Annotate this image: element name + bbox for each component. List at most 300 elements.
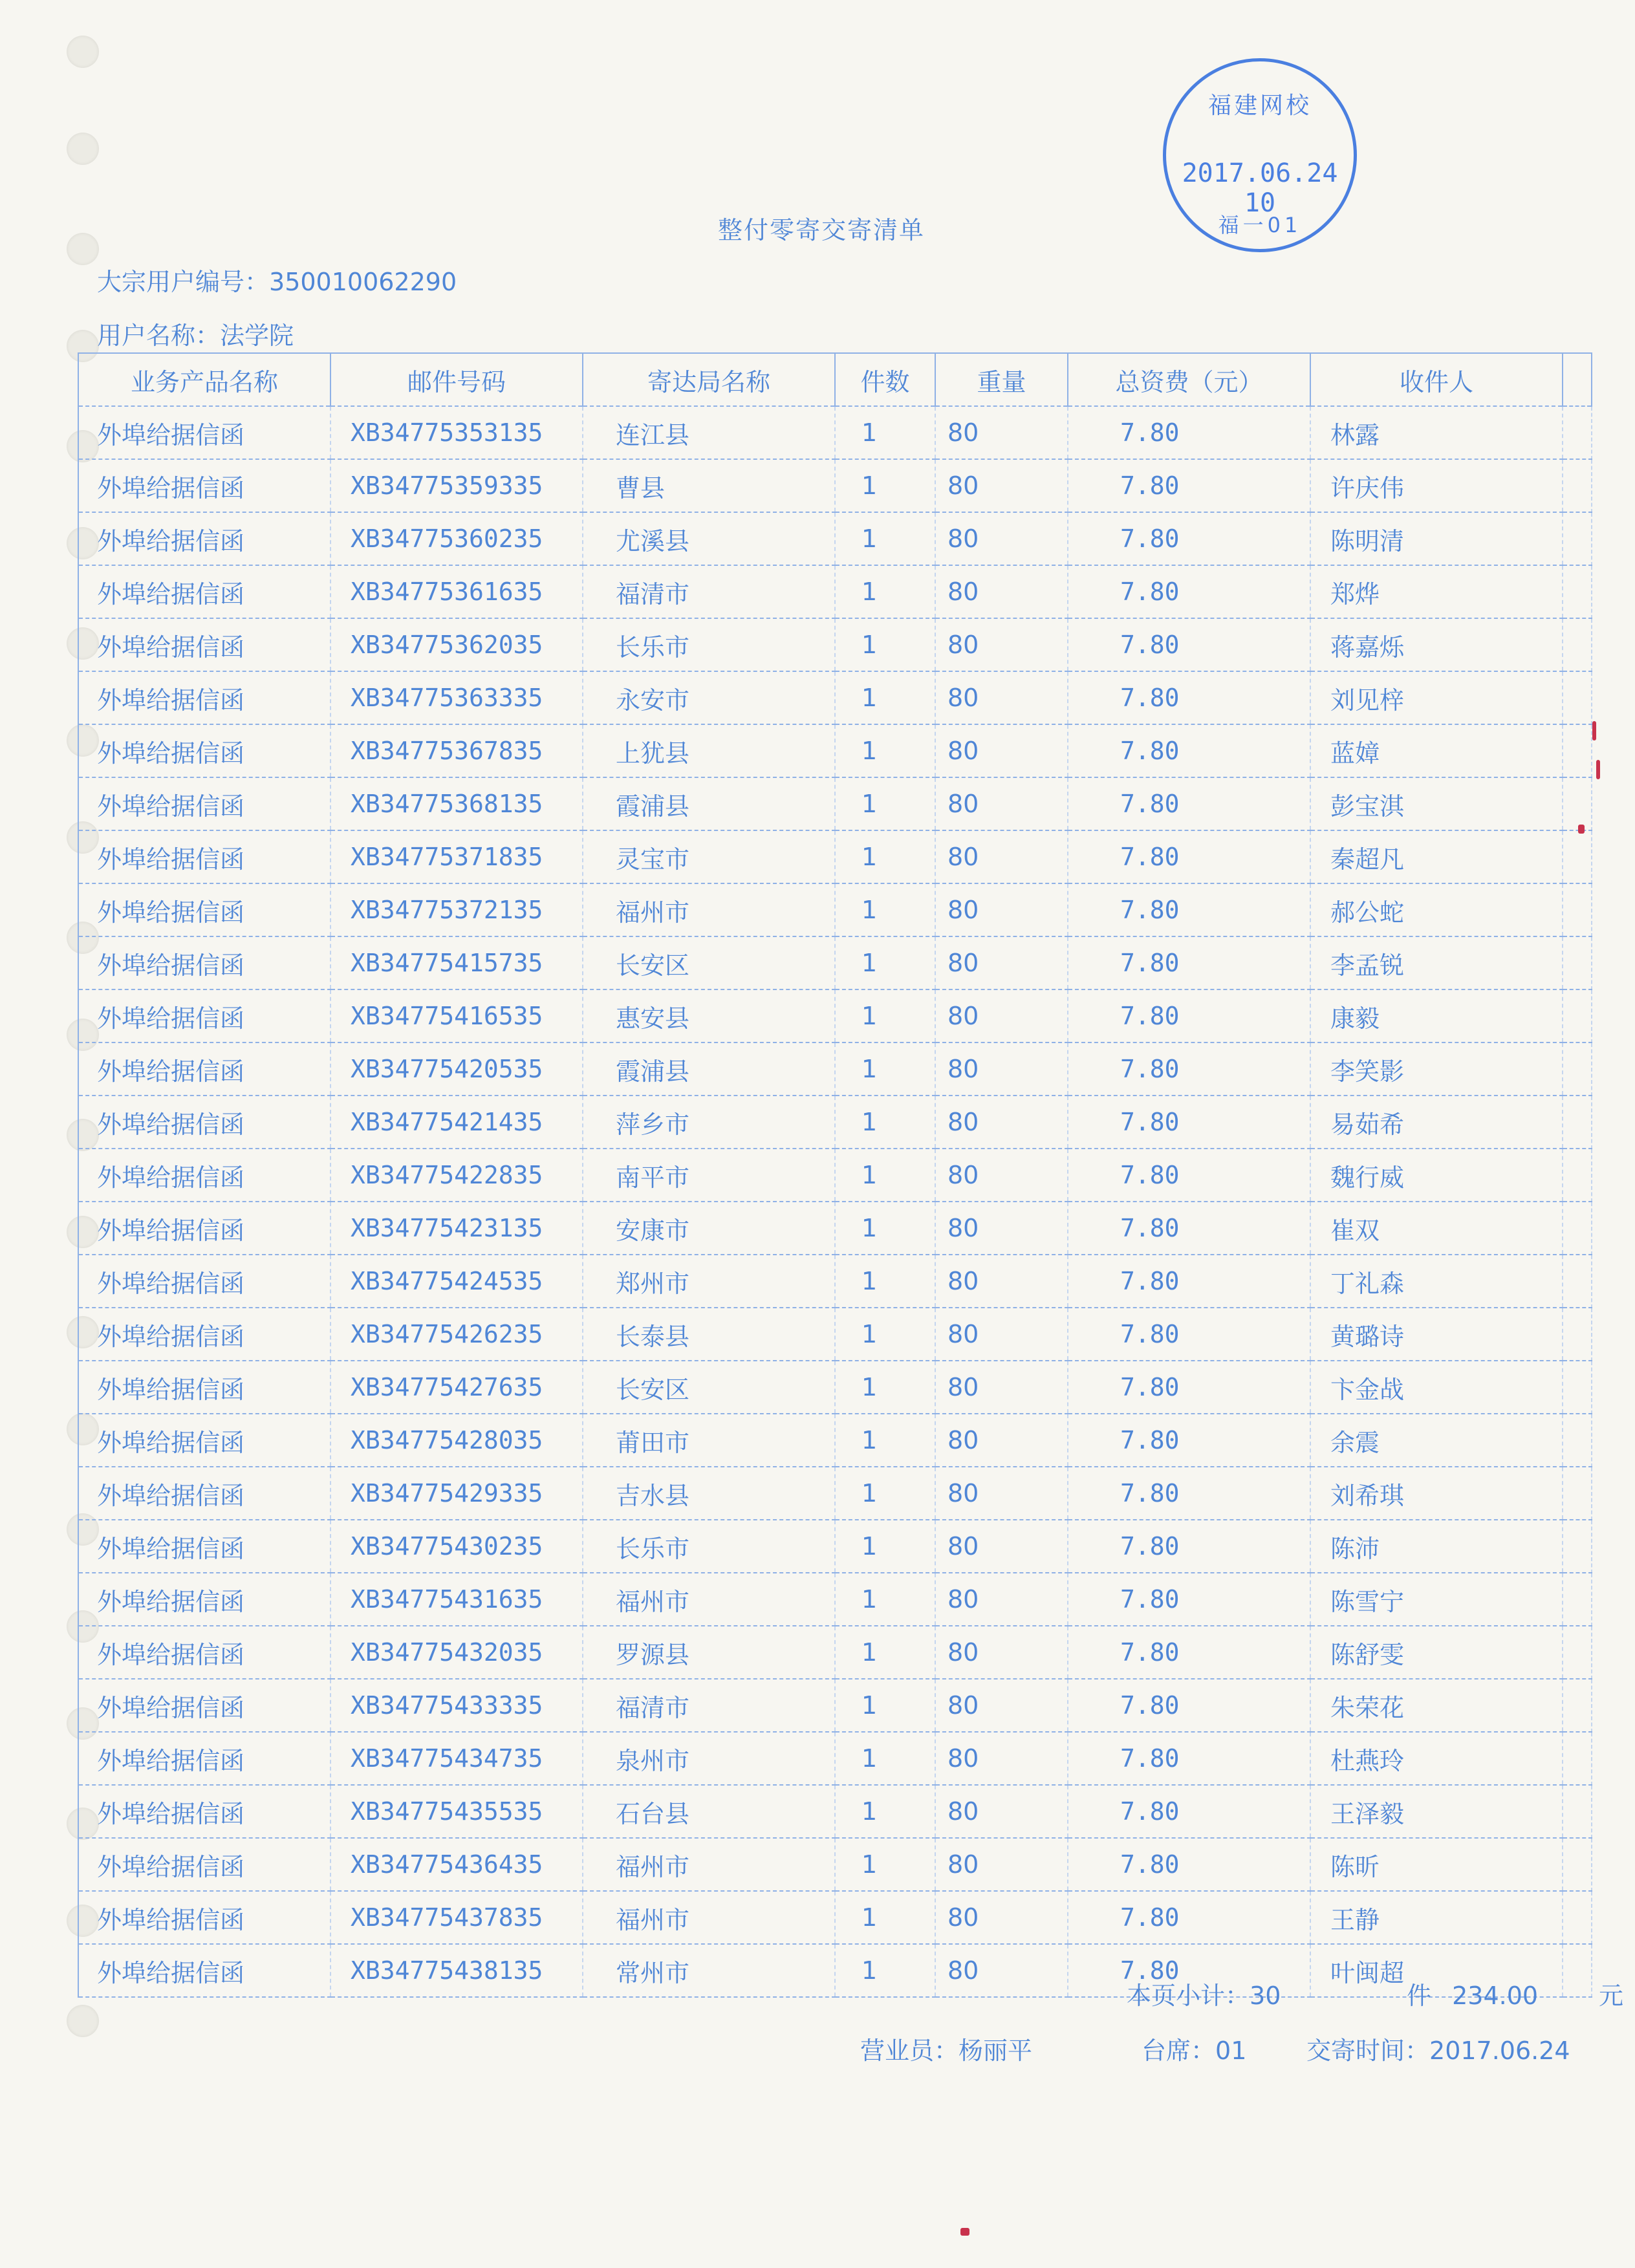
fee-cell: 7.80 bbox=[1068, 459, 1310, 512]
empty-cell bbox=[1563, 1838, 1592, 1891]
tracking-number-cell: XB34775362035 bbox=[330, 618, 583, 671]
weight-cell: 80 bbox=[935, 1202, 1068, 1255]
fee-cell: 7.80 bbox=[1068, 1042, 1310, 1096]
tracking-number-cell: XB34775431635 bbox=[330, 1573, 583, 1626]
clerk-value: 杨丽平 bbox=[958, 2036, 1033, 2065]
fee-cell: 7.80 bbox=[1068, 618, 1310, 671]
table-row bbox=[78, 618, 1592, 671]
subtotal-amount bbox=[1407, 1976, 1538, 2011]
empty-cell bbox=[1563, 1202, 1592, 1255]
counter bbox=[1142, 2031, 1246, 2066]
weight-cell: 80 bbox=[935, 777, 1068, 830]
weight-cell: 80 bbox=[935, 1732, 1068, 1785]
destination-cell: 曹县 bbox=[583, 459, 835, 512]
recipient-cell: 康毅 bbox=[1310, 989, 1563, 1042]
fee-cell: 7.80 bbox=[1068, 1255, 1310, 1308]
tracking-number-cell: XB34775435535 bbox=[330, 1785, 583, 1838]
column-header: 总资费（元） bbox=[1068, 353, 1310, 406]
quantity-cell: 1 bbox=[835, 1361, 935, 1414]
product-cell: 外埠给据信函 bbox=[78, 1308, 330, 1361]
column-header bbox=[1563, 353, 1592, 406]
fee-cell: 7.80 bbox=[1068, 989, 1310, 1042]
table-row bbox=[78, 830, 1592, 883]
fee-cell: 7.80 bbox=[1068, 1202, 1310, 1255]
product-cell: 外埠给据信函 bbox=[78, 1042, 330, 1096]
weight-cell: 80 bbox=[935, 1149, 1068, 1202]
product-cell: 外埠给据信函 bbox=[78, 1891, 330, 1944]
quantity-cell: 1 bbox=[835, 1891, 935, 1944]
column-header: 件数 bbox=[835, 353, 935, 406]
recipient-cell: 李孟锐 bbox=[1310, 936, 1563, 989]
empty-cell bbox=[1563, 1096, 1592, 1149]
recipient-cell: 黄璐诗 bbox=[1310, 1308, 1563, 1361]
destination-cell: 长乐市 bbox=[583, 618, 835, 671]
recipient-cell: 叶闽超 bbox=[1310, 1944, 1563, 1997]
table-row bbox=[78, 1096, 1592, 1149]
destination-cell: 霞浦县 bbox=[583, 777, 835, 830]
empty-cell bbox=[1563, 1732, 1592, 1785]
stamp-office: 福建网校 bbox=[1207, 92, 1312, 119]
subtotal-count bbox=[1127, 1976, 1281, 2011]
recipient-cell: 李笑影 bbox=[1310, 1042, 1563, 1096]
empty-cell bbox=[1563, 830, 1592, 883]
quantity-cell: 1 bbox=[835, 406, 935, 459]
fee-cell: 7.80 bbox=[1068, 671, 1310, 724]
empty-cell bbox=[1563, 1679, 1592, 1732]
tracking-number-cell: XB34775430235 bbox=[330, 1520, 583, 1573]
product-cell: 外埠给据信函 bbox=[78, 459, 330, 512]
weight-cell: 80 bbox=[935, 565, 1068, 618]
empty-cell bbox=[1563, 989, 1592, 1042]
table-row bbox=[78, 1361, 1592, 1414]
empty-cell bbox=[1563, 512, 1592, 565]
quantity-cell: 1 bbox=[835, 1149, 935, 1202]
quantity-cell: 1 bbox=[835, 936, 935, 989]
subtotal-unit: 件 bbox=[1407, 1982, 1432, 2010]
recipient-cell: 林露 bbox=[1310, 406, 1563, 459]
empty-cell bbox=[1563, 1361, 1592, 1414]
quantity-cell: 1 bbox=[835, 1626, 935, 1679]
table-header-row bbox=[78, 353, 1592, 406]
recipient-cell: 崔双 bbox=[1310, 1202, 1563, 1255]
destination-cell: 郑州市 bbox=[583, 1255, 835, 1308]
destination-cell: 长安区 bbox=[583, 936, 835, 989]
table-row bbox=[78, 1149, 1592, 1202]
quantity-cell: 1 bbox=[835, 1202, 935, 1255]
weight-cell: 80 bbox=[935, 1573, 1068, 1626]
product-cell: 外埠给据信函 bbox=[78, 1838, 330, 1891]
recipient-cell: 刘见梓 bbox=[1310, 671, 1563, 724]
recipient-cell: 郑烨 bbox=[1310, 565, 1563, 618]
subtotal-amount-value: 234.00 bbox=[1452, 1982, 1539, 2010]
clerk bbox=[860, 2031, 1032, 2066]
empty-cell bbox=[1563, 1891, 1592, 1944]
counter-label: 台席： bbox=[1142, 2036, 1216, 2065]
weight-cell: 80 bbox=[935, 459, 1068, 512]
column-header: 寄达局名称 bbox=[583, 353, 835, 406]
weight-cell: 80 bbox=[935, 406, 1068, 459]
destination-cell: 长安区 bbox=[583, 1361, 835, 1414]
destination-cell: 石台县 bbox=[583, 1785, 835, 1838]
column-header: 邮件号码 bbox=[330, 353, 583, 406]
punch-hole bbox=[67, 133, 99, 165]
recipient-cell: 秦超凡 bbox=[1310, 830, 1563, 883]
subtotal-count-value: 30 bbox=[1250, 1982, 1281, 2010]
fee-cell: 7.80 bbox=[1068, 830, 1310, 883]
column-header: 重量 bbox=[935, 353, 1068, 406]
tracking-number-cell: XB34775429335 bbox=[330, 1467, 583, 1520]
destination-cell: 惠安县 bbox=[583, 989, 835, 1042]
recipient-cell: 陈雪宁 bbox=[1310, 1573, 1563, 1626]
fee-cell: 7.80 bbox=[1068, 1149, 1310, 1202]
product-cell: 外埠给据信函 bbox=[78, 1149, 330, 1202]
quantity-cell: 1 bbox=[835, 1520, 935, 1573]
tracking-number-cell: XB34775426235 bbox=[330, 1308, 583, 1361]
ink-mark bbox=[960, 2228, 969, 2236]
recipient-cell: 陈舒雯 bbox=[1310, 1626, 1563, 1679]
empty-cell bbox=[1563, 724, 1592, 777]
weight-cell: 80 bbox=[935, 1891, 1068, 1944]
empty-cell bbox=[1563, 671, 1592, 724]
ink-mark bbox=[1592, 721, 1596, 740]
tracking-number-cell: XB34775372135 bbox=[330, 883, 583, 936]
destination-cell: 常州市 bbox=[583, 1944, 835, 1997]
product-cell: 外埠给据信函 bbox=[78, 1202, 330, 1255]
tracking-number-cell: XB34775368135 bbox=[330, 777, 583, 830]
empty-cell bbox=[1563, 1467, 1592, 1520]
table-row bbox=[78, 1626, 1592, 1679]
destination-cell: 永安市 bbox=[583, 671, 835, 724]
tracking-number-cell: XB34775371835 bbox=[330, 830, 583, 883]
stamp-code: 福一01 bbox=[1218, 213, 1302, 237]
account-name bbox=[97, 316, 294, 351]
product-cell: 外埠给据信函 bbox=[78, 1361, 330, 1414]
empty-cell bbox=[1563, 459, 1592, 512]
fee-cell: 7.80 bbox=[1068, 565, 1310, 618]
table-row bbox=[78, 989, 1592, 1042]
product-cell: 外埠给据信函 bbox=[78, 1626, 330, 1679]
table-row bbox=[78, 1042, 1592, 1096]
tracking-number-cell: XB34775421435 bbox=[330, 1096, 583, 1149]
weight-cell: 80 bbox=[935, 1626, 1068, 1679]
fee-cell: 7.80 bbox=[1068, 1467, 1310, 1520]
weight-cell: 80 bbox=[935, 1520, 1068, 1573]
fee-cell: 7.80 bbox=[1068, 1679, 1310, 1732]
empty-cell bbox=[1563, 1573, 1592, 1626]
destination-cell: 萍乡市 bbox=[583, 1096, 835, 1149]
weight-cell: 80 bbox=[935, 830, 1068, 883]
product-cell: 外埠给据信函 bbox=[78, 777, 330, 830]
fee-cell: 7.80 bbox=[1068, 1520, 1310, 1573]
destination-cell: 霞浦县 bbox=[583, 1042, 835, 1096]
weight-cell: 80 bbox=[935, 1096, 1068, 1149]
fee-cell: 7.80 bbox=[1068, 1308, 1310, 1361]
recipient-cell: 王泽毅 bbox=[1310, 1785, 1563, 1838]
destination-cell: 福州市 bbox=[583, 883, 835, 936]
tracking-number-cell: XB34775363335 bbox=[330, 671, 583, 724]
product-cell: 外埠给据信函 bbox=[78, 1520, 330, 1573]
tracking-number-cell: XB34775416535 bbox=[330, 989, 583, 1042]
column-header: 业务产品名称 bbox=[78, 353, 330, 406]
fee-cell: 7.80 bbox=[1068, 1944, 1310, 1997]
product-cell: 外埠给据信函 bbox=[78, 671, 330, 724]
empty-cell bbox=[1563, 1308, 1592, 1361]
tracking-number-cell: XB34775353135 bbox=[330, 406, 583, 459]
recipient-cell: 许庆伟 bbox=[1310, 459, 1563, 512]
tracking-number-cell: XB34775437835 bbox=[330, 1891, 583, 1944]
table-row bbox=[78, 1467, 1592, 1520]
table-row bbox=[78, 512, 1592, 565]
weight-cell: 80 bbox=[935, 1838, 1068, 1891]
subtotal-label: 本页小计： bbox=[1127, 1982, 1250, 2010]
recipient-cell: 蓝嫜 bbox=[1310, 724, 1563, 777]
recipient-cell: 魏行威 bbox=[1310, 1149, 1563, 1202]
recipient-cell: 朱荣花 bbox=[1310, 1679, 1563, 1732]
product-cell: 外埠给据信函 bbox=[78, 565, 330, 618]
destination-cell: 吉水县 bbox=[583, 1467, 835, 1520]
weight-cell: 80 bbox=[935, 1308, 1068, 1361]
weight-cell: 80 bbox=[935, 724, 1068, 777]
fee-cell: 7.80 bbox=[1068, 883, 1310, 936]
account-name-label: 用户名称： bbox=[97, 321, 221, 350]
destination-cell: 罗源县 bbox=[583, 1626, 835, 1679]
empty-cell bbox=[1563, 406, 1592, 459]
empty-cell bbox=[1563, 883, 1592, 936]
punch-hole bbox=[67, 36, 99, 68]
product-cell: 外埠给据信函 bbox=[78, 830, 330, 883]
table-row bbox=[78, 1202, 1592, 1255]
quantity-cell: 1 bbox=[835, 989, 935, 1042]
destination-cell: 安康市 bbox=[583, 1202, 835, 1255]
fee-cell: 7.80 bbox=[1068, 724, 1310, 777]
empty-cell bbox=[1563, 1414, 1592, 1467]
product-cell: 外埠给据信函 bbox=[78, 1573, 330, 1626]
postmark-stamp bbox=[1163, 58, 1357, 252]
tracking-number-cell: XB34775427635 bbox=[330, 1361, 583, 1414]
product-cell: 外埠给据信函 bbox=[78, 989, 330, 1042]
destination-cell: 福清市 bbox=[583, 1679, 835, 1732]
mailing-time-value: 2017.06.24 bbox=[1429, 2036, 1570, 2065]
tracking-number-cell: XB34775424535 bbox=[330, 1255, 583, 1308]
destination-cell: 上犹县 bbox=[583, 724, 835, 777]
table-row bbox=[78, 565, 1592, 618]
quantity-cell: 1 bbox=[835, 1732, 935, 1785]
fee-cell: 7.80 bbox=[1068, 777, 1310, 830]
table-row bbox=[78, 936, 1592, 989]
weight-cell: 80 bbox=[935, 883, 1068, 936]
empty-cell bbox=[1563, 565, 1592, 618]
destination-cell: 泉州市 bbox=[583, 1732, 835, 1785]
empty-cell bbox=[1563, 1255, 1592, 1308]
fee-cell: 7.80 bbox=[1068, 1732, 1310, 1785]
table-body bbox=[78, 406, 1592, 1997]
recipient-cell: 陈明清 bbox=[1310, 512, 1563, 565]
recipient-cell: 余震 bbox=[1310, 1414, 1563, 1467]
destination-cell: 福州市 bbox=[583, 1838, 835, 1891]
table-row bbox=[78, 1944, 1592, 1997]
table-row bbox=[78, 1891, 1592, 1944]
table-row bbox=[78, 1573, 1592, 1626]
product-cell: 外埠给据信函 bbox=[78, 1414, 330, 1467]
weight-cell: 80 bbox=[935, 1361, 1068, 1414]
tracking-number-cell: XB34775420535 bbox=[330, 1042, 583, 1096]
quantity-cell: 1 bbox=[835, 777, 935, 830]
weight-cell: 80 bbox=[935, 1042, 1068, 1096]
fee-cell: 7.80 bbox=[1068, 1573, 1310, 1626]
recipient-cell: 陈昕 bbox=[1310, 1838, 1563, 1891]
empty-cell bbox=[1563, 1944, 1592, 1997]
quantity-cell: 1 bbox=[835, 671, 935, 724]
destination-cell: 灵宝市 bbox=[583, 830, 835, 883]
destination-cell: 连江县 bbox=[583, 406, 835, 459]
quantity-cell: 1 bbox=[835, 512, 935, 565]
tracking-number-cell: XB34775367835 bbox=[330, 724, 583, 777]
empty-cell bbox=[1563, 618, 1592, 671]
weight-cell: 80 bbox=[935, 512, 1068, 565]
product-cell: 外埠给据信函 bbox=[78, 1785, 330, 1838]
recipient-cell: 陈沛 bbox=[1310, 1520, 1563, 1573]
tracking-number-cell: XB34775359335 bbox=[330, 459, 583, 512]
mail-list-table bbox=[78, 352, 1592, 1998]
table-row bbox=[78, 1732, 1592, 1785]
destination-cell: 长乐市 bbox=[583, 1520, 835, 1573]
tracking-number-cell: XB34775432035 bbox=[330, 1626, 583, 1679]
fee-cell: 7.80 bbox=[1068, 1626, 1310, 1679]
quantity-cell: 1 bbox=[835, 1573, 935, 1626]
recipient-cell: 卞金战 bbox=[1310, 1361, 1563, 1414]
table-row bbox=[78, 1785, 1592, 1838]
destination-cell: 南平市 bbox=[583, 1149, 835, 1202]
fee-cell: 7.80 bbox=[1068, 1414, 1310, 1467]
account-name-value: 法学院 bbox=[220, 321, 294, 350]
tracking-number-cell: XB34775428035 bbox=[330, 1414, 583, 1467]
weight-cell: 80 bbox=[935, 1467, 1068, 1520]
fee-cell: 7.80 bbox=[1068, 512, 1310, 565]
account-id bbox=[97, 262, 457, 297]
stamp-date: 2017.06.24 10 bbox=[1182, 158, 1338, 218]
document-title: 整付零寄交寄清单 bbox=[718, 216, 926, 244]
weight-cell: 80 bbox=[935, 1785, 1068, 1838]
table-row bbox=[78, 1414, 1592, 1467]
quantity-cell: 1 bbox=[835, 565, 935, 618]
table-row bbox=[78, 459, 1592, 512]
quantity-cell: 1 bbox=[835, 830, 935, 883]
ink-mark bbox=[1578, 825, 1585, 834]
quantity-cell: 1 bbox=[835, 883, 935, 936]
tracking-number-cell: XB34775360235 bbox=[330, 512, 583, 565]
recipient-cell: 彭宝淇 bbox=[1310, 777, 1563, 830]
tracking-number-cell: XB34775423135 bbox=[330, 1202, 583, 1255]
quantity-cell: 1 bbox=[835, 1042, 935, 1096]
subtotal-currency: 元 bbox=[1599, 1982, 1624, 2010]
destination-cell: 福州市 bbox=[583, 1891, 835, 1944]
fee-cell: 7.80 bbox=[1068, 406, 1310, 459]
table-row bbox=[78, 1520, 1592, 1573]
tracking-number-cell: XB34775438135 bbox=[330, 1944, 583, 1997]
table-row bbox=[78, 724, 1592, 777]
weight-cell: 80 bbox=[935, 618, 1068, 671]
recipient-cell: 杜燕玲 bbox=[1310, 1732, 1563, 1785]
tracking-number-cell: XB34775361635 bbox=[330, 565, 583, 618]
tracking-number-cell: XB34775422835 bbox=[330, 1149, 583, 1202]
quantity-cell: 1 bbox=[835, 724, 935, 777]
mailing-time-label: 交寄时间： bbox=[1306, 2036, 1430, 2065]
table-row bbox=[78, 883, 1592, 936]
destination-cell: 莆田市 bbox=[583, 1414, 835, 1467]
table-row bbox=[78, 1308, 1592, 1361]
product-cell: 外埠给据信函 bbox=[78, 1679, 330, 1732]
empty-cell bbox=[1563, 1149, 1592, 1202]
account-id-label: 大宗用户编号： bbox=[97, 268, 270, 296]
product-cell: 外埠给据信函 bbox=[78, 1944, 330, 1997]
tracking-number-cell: XB34775436435 bbox=[330, 1838, 583, 1891]
product-cell: 外埠给据信函 bbox=[78, 1732, 330, 1785]
fee-cell: 7.80 bbox=[1068, 1838, 1310, 1891]
quantity-cell: 1 bbox=[835, 1944, 935, 1997]
recipient-cell: 王静 bbox=[1310, 1891, 1563, 1944]
empty-cell bbox=[1563, 1626, 1592, 1679]
tracking-number-cell: XB34775434735 bbox=[330, 1732, 583, 1785]
empty-cell bbox=[1563, 777, 1592, 830]
punch-hole bbox=[67, 233, 99, 265]
product-cell: 外埠给据信函 bbox=[78, 1467, 330, 1520]
punch-hole bbox=[67, 2005, 99, 2037]
table-row bbox=[78, 406, 1592, 459]
quantity-cell: 1 bbox=[835, 1255, 935, 1308]
product-cell: 外埠给据信函 bbox=[78, 1096, 330, 1149]
weight-cell: 80 bbox=[935, 936, 1068, 989]
quantity-cell: 1 bbox=[835, 1838, 935, 1891]
product-cell: 外埠给据信函 bbox=[78, 1255, 330, 1308]
empty-cell bbox=[1563, 1785, 1592, 1838]
weight-cell: 80 bbox=[935, 989, 1068, 1042]
destination-cell: 福州市 bbox=[583, 1573, 835, 1626]
quantity-cell: 1 bbox=[835, 618, 935, 671]
destination-cell: 尤溪县 bbox=[583, 512, 835, 565]
recipient-cell: 蒋嘉烁 bbox=[1310, 618, 1563, 671]
weight-cell: 80 bbox=[935, 1255, 1068, 1308]
tracking-number-cell: XB34775415735 bbox=[330, 936, 583, 989]
empty-cell bbox=[1563, 1520, 1592, 1573]
product-cell: 外埠给据信函 bbox=[78, 883, 330, 936]
empty-cell bbox=[1563, 1042, 1592, 1096]
product-cell: 外埠给据信函 bbox=[78, 724, 330, 777]
fee-cell: 7.80 bbox=[1068, 936, 1310, 989]
destination-cell: 长泰县 bbox=[583, 1308, 835, 1361]
weight-cell: 80 bbox=[935, 1944, 1068, 1997]
table-row bbox=[78, 1838, 1592, 1891]
recipient-cell: 刘希琪 bbox=[1310, 1467, 1563, 1520]
recipient-cell: 易茹希 bbox=[1310, 1096, 1563, 1149]
quantity-cell: 1 bbox=[835, 1414, 935, 1467]
quantity-cell: 1 bbox=[835, 1308, 935, 1361]
account-id-value: 350010062290 bbox=[269, 268, 457, 296]
column-header: 收件人 bbox=[1310, 353, 1563, 406]
product-cell: 外埠给据信函 bbox=[78, 406, 330, 459]
fee-cell: 7.80 bbox=[1068, 1361, 1310, 1414]
empty-cell bbox=[1563, 936, 1592, 989]
weight-cell: 80 bbox=[935, 1414, 1068, 1467]
destination-cell: 福清市 bbox=[583, 565, 835, 618]
recipient-cell: 丁礼森 bbox=[1310, 1255, 1563, 1308]
weight-cell: 80 bbox=[935, 671, 1068, 724]
fee-cell: 7.80 bbox=[1068, 1785, 1310, 1838]
fee-cell: 7.80 bbox=[1068, 1891, 1310, 1944]
weight-cell: 80 bbox=[935, 1679, 1068, 1732]
product-cell: 外埠给据信函 bbox=[78, 618, 330, 671]
quantity-cell: 1 bbox=[835, 1785, 935, 1838]
fee-cell: 7.80 bbox=[1068, 1096, 1310, 1149]
